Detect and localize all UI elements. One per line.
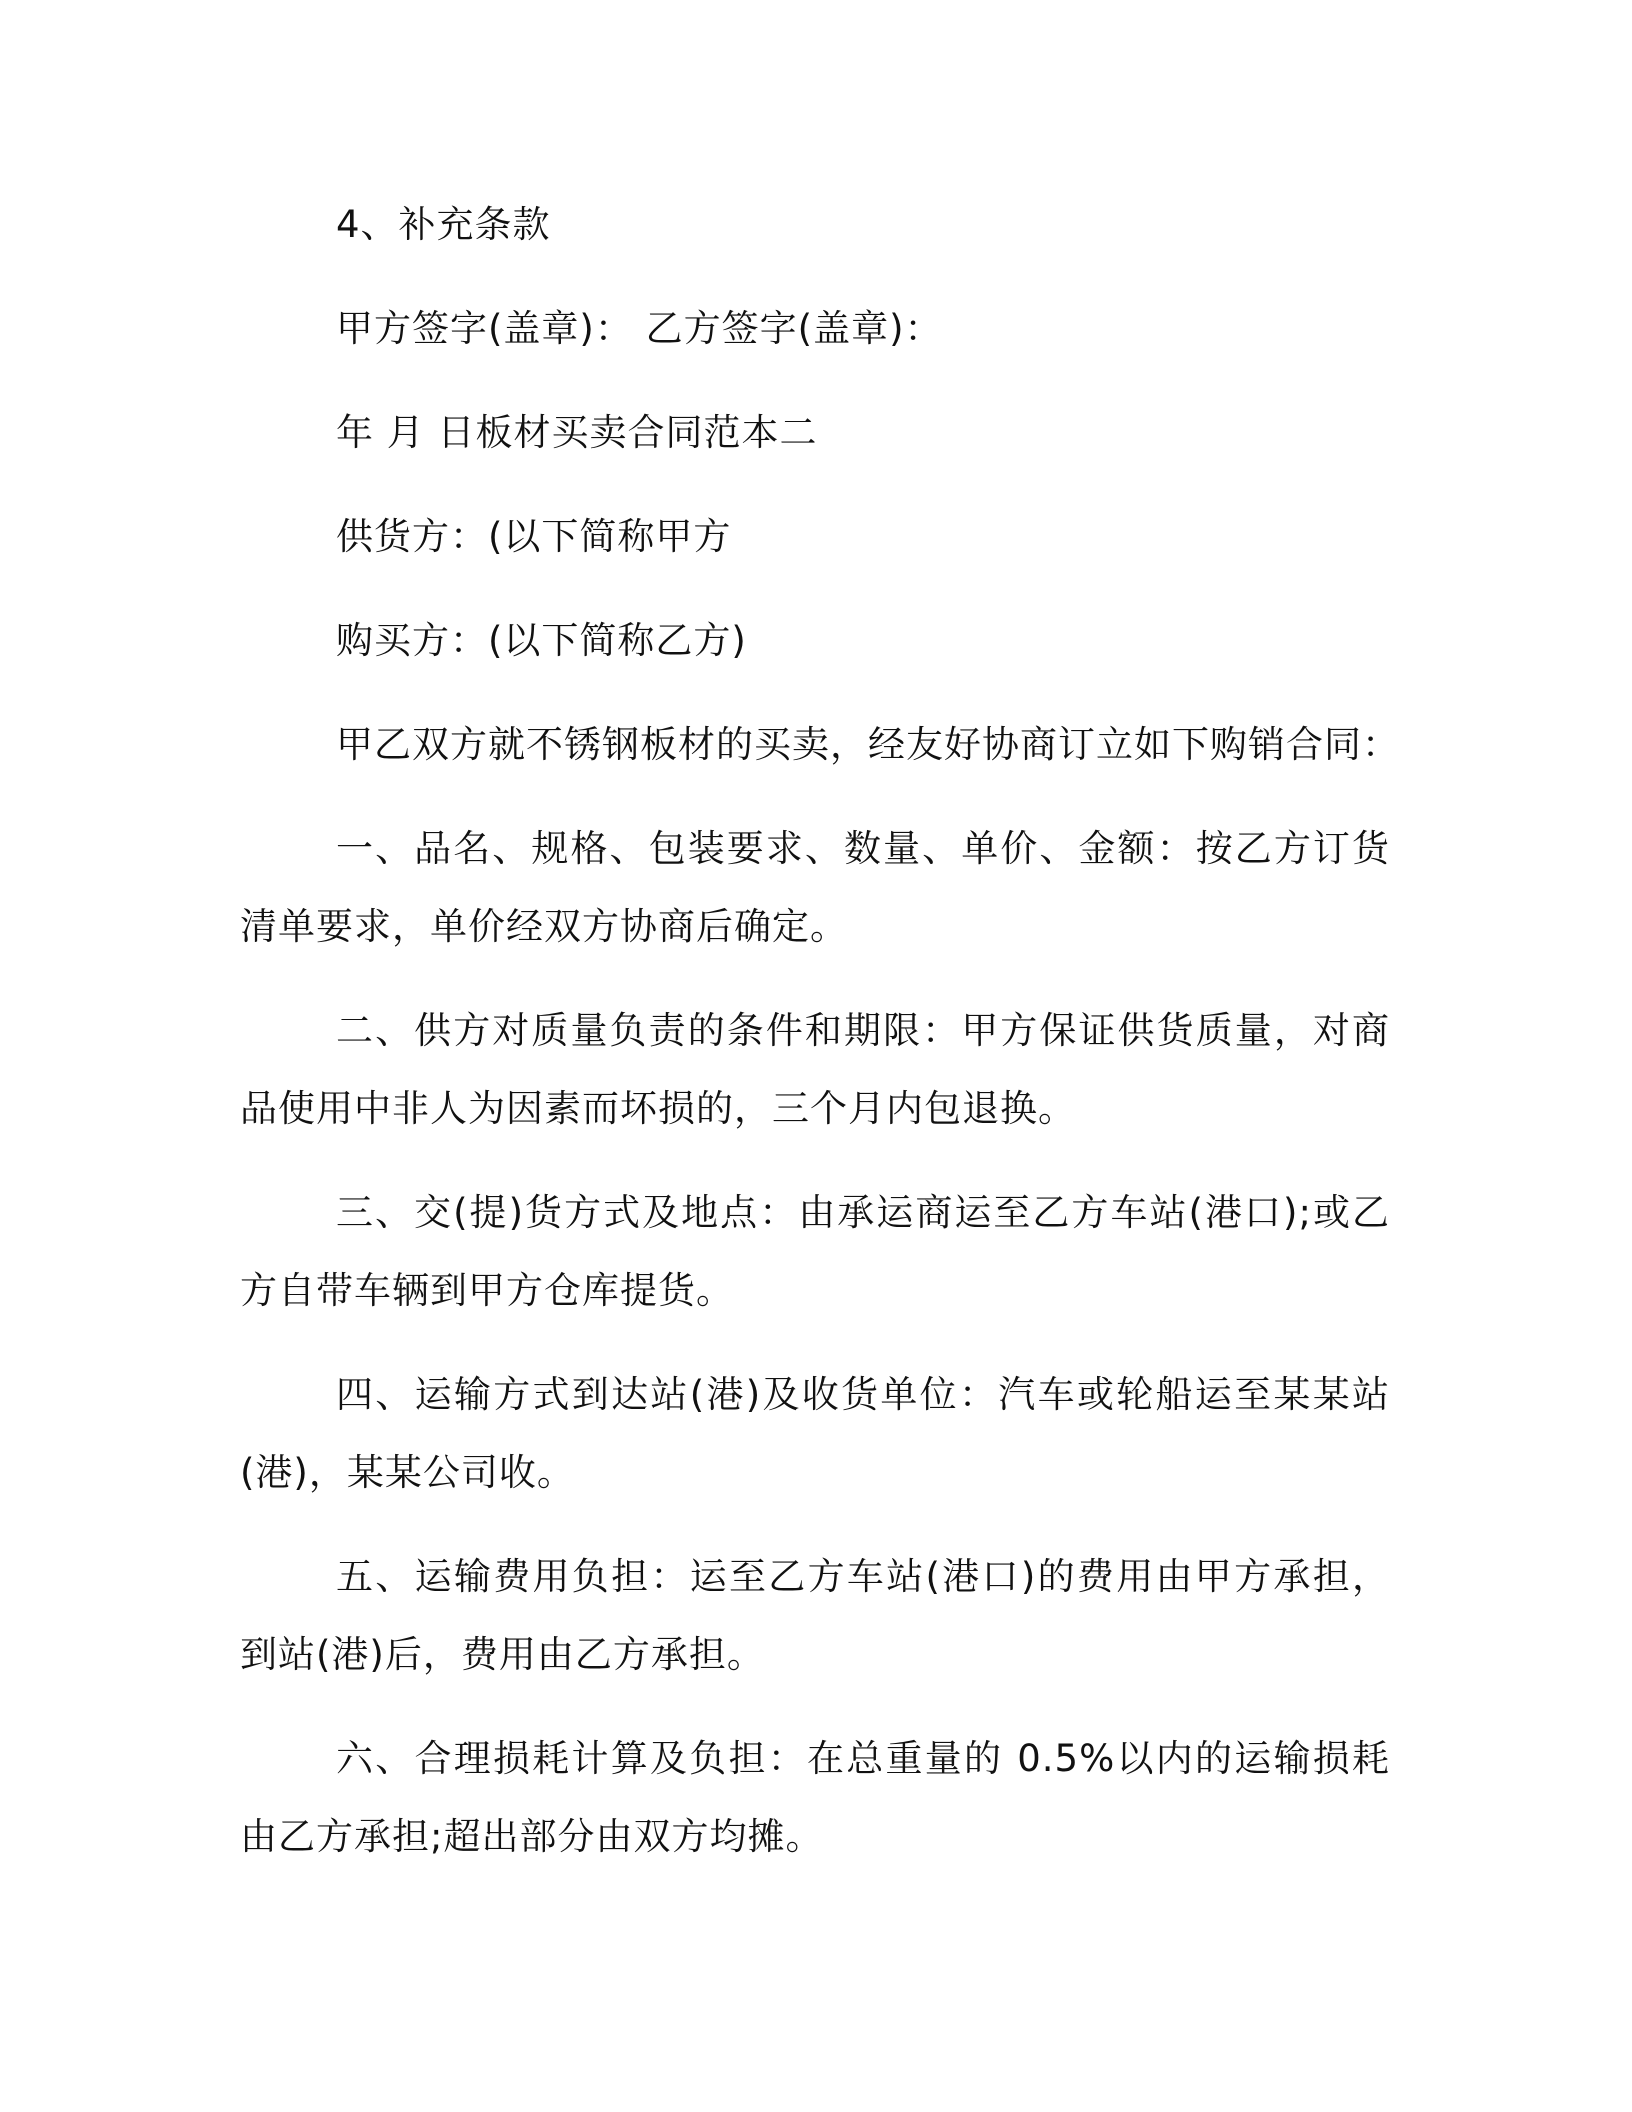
clause-2: 二、供方对质量负责的条件和期限：甲方保证供货质量，对商品使用中非人为因素而坏损的，三个月内包退换。 (240, 1009, 1390, 1130)
document-body (240, 186, 1400, 1902)
clause-3: 三、交(提)货方式及地点：由承运商运至乙方车站(港口);或乙方自带车辆到甲方仓库提货。 (240, 1191, 1390, 1312)
supplier-line: 供货方：(以下简称甲方 (336, 515, 732, 558)
buyer-line: 购买方：(以下简称乙方) (336, 619, 747, 662)
clause-4: 四、运输方式到达站(港)及收货单位：汽车或轮船运至某某站(港)，某某公司收。 (240, 1373, 1390, 1494)
agreement-intro: 甲乙双方就不锈钢板材的买卖，经友好协商订立如下购销合同： (336, 723, 1400, 766)
clause-5: 五、运输费用负担：运至乙方车站(港口)的费用由甲方承担，到站(港)后，费用由乙方承担。 (240, 1555, 1390, 1676)
signature-line: 甲方签字(盖章)： 乙方签字(盖章)： (336, 307, 943, 350)
clause-6: 六、合理损耗计算及负担：在总重量的 0.5%以内的运输损耗由乙方承担;超出部分由双方均摊。 (240, 1737, 1390, 1858)
clause-1: 一、品名、规格、包装要求、数量、单价、金额：按乙方订货清单要求，单价经双方协商后确定。 (240, 827, 1390, 948)
date-and-title-line: 年 月 日板材买卖合同范本二 (336, 411, 818, 454)
heading-supplementary-terms: 4、补充条款 (336, 203, 551, 246)
